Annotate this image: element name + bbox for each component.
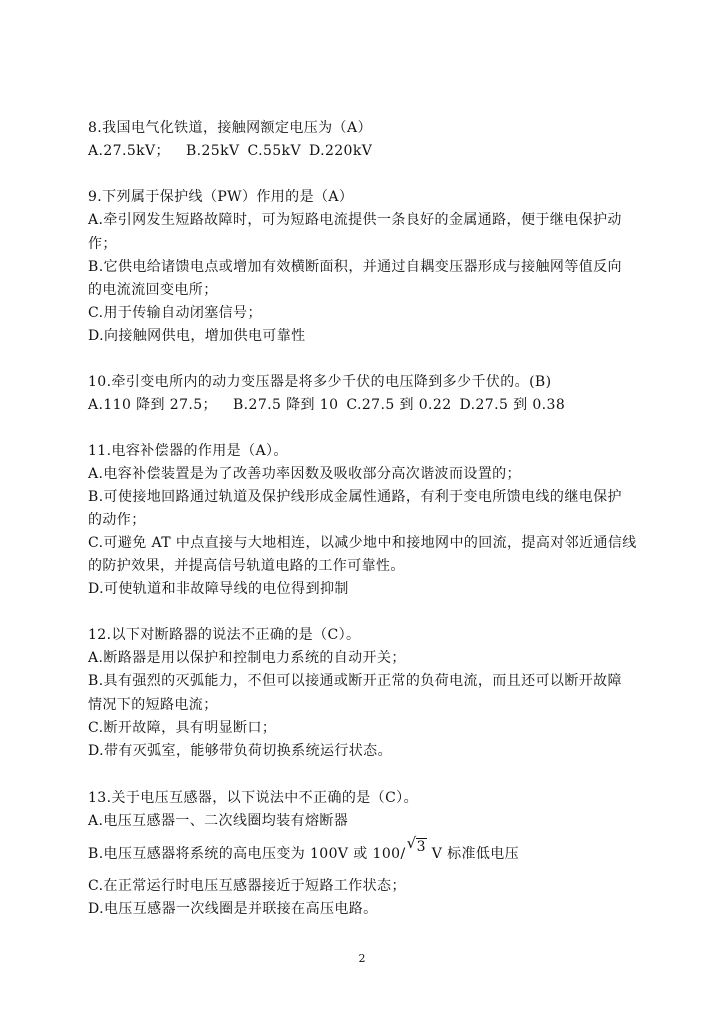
q12-line: B.具有强烈的灭弧能力，不但可以接通或断开正常的负荷电流，而且还可以断开故障	[88, 673, 622, 689]
sqrt-symbol: √ 3	[406, 834, 426, 855]
q13-line-b-suffix: V 标准低电压	[426, 846, 520, 862]
q11-line: 的防护效果，并提高信号轨道电路的工作可靠性。	[88, 558, 405, 574]
q12-line: C.断开故障，具有明显断口；	[88, 720, 277, 736]
q11-line: D.可使轨道和非故障导线的电位得到抑制	[88, 581, 349, 597]
q10-options	[88, 396, 648, 414]
q10-option-d: D.27.5 到 0.38	[459, 397, 566, 413]
q12-line: 情况下的短路电流；	[88, 697, 218, 713]
q11-line: C.可避免 AT 中点直接与大地相连，以减少地中和接地网中的回流，提高对邻近通信线	[88, 535, 637, 551]
q13-line-a: A.电压互感器一、二次线圈均装有熔断器	[88, 813, 349, 829]
q13-line-b-text: B.电压互感器将系统的高电压变为 100V 或 100/	[88, 846, 406, 862]
sqrt-value: 3	[416, 839, 426, 855]
q11-line: 的动作；	[88, 512, 146, 528]
q11-line: A.电容补偿装置是为了改善功率因数及吸收部分高次谐波而设置的；	[88, 466, 521, 482]
q13-line-b	[88, 834, 648, 863]
q9-line: D.向接触网供电，增加供电可靠性	[88, 328, 306, 344]
q12-line: A.断路器是用以保护和控制电力系统的自动开关；	[88, 650, 406, 666]
q8-stem: 8.我国电气化铁道，接触网额定电压为（A）	[88, 120, 372, 136]
page-number: 2	[358, 952, 366, 965]
q13-stem: 13.关于电压互感器，以下说法中不正确的是（C）。	[88, 790, 418, 806]
q9-line: C.用于传输自动闭塞信号；	[88, 305, 262, 321]
q8-option-a: A.27.5kV；	[88, 143, 170, 159]
q8-option-d: D.220kV	[308, 143, 373, 159]
q11-line: B.可使接地回路通过轨道及保护线形成金属性通路，有利于变电所馈电线的继电保护	[88, 489, 622, 505]
q8-option-c: C.55kV	[247, 143, 301, 159]
q13-line-c: C.在正常运行时电压互感器接近于短路工作状态；	[88, 878, 406, 894]
q12-stem: 12.以下对断路器的说法不正确的是（C）。	[88, 627, 361, 643]
q9-line: B.它供电给诸馈电点或增加有效横断面积，并通过自耦变压器形成与接触网等值反向	[88, 259, 622, 275]
q9-line: 作；	[88, 236, 117, 252]
q9-line: A.牵引网发生短路故障时，可为短路电流提供一条良好的金属通路，便于继电保护动	[88, 212, 622, 228]
q11-stem: 11.电容补偿器的作用是（A）。	[88, 443, 288, 459]
q13-line-d: D.电压互感器一次线圈是并联接在高压电路。	[88, 901, 378, 917]
q9-stem: 9.下列属于保护线（PW）作用的是（A）	[88, 189, 354, 205]
q9-line: 的电流流回变电所；	[88, 282, 218, 298]
q8-option-b: B.25kV	[185, 143, 240, 159]
q10-stem: 10.牵引变电所内的动力变压器是将多少千伏的电压降到多少千伏的。(B)	[88, 374, 552, 390]
q8-options	[88, 142, 648, 160]
q10-option-a: A.110 降到 27.5；	[88, 397, 217, 413]
q10-option-b: B.27.5 降到 10	[232, 397, 339, 413]
q10-option-c: C.27.5 到 0.22	[346, 397, 452, 413]
q12-line: D.带有灭弧室，能够带负荷切换系统运行状态。	[88, 743, 392, 759]
